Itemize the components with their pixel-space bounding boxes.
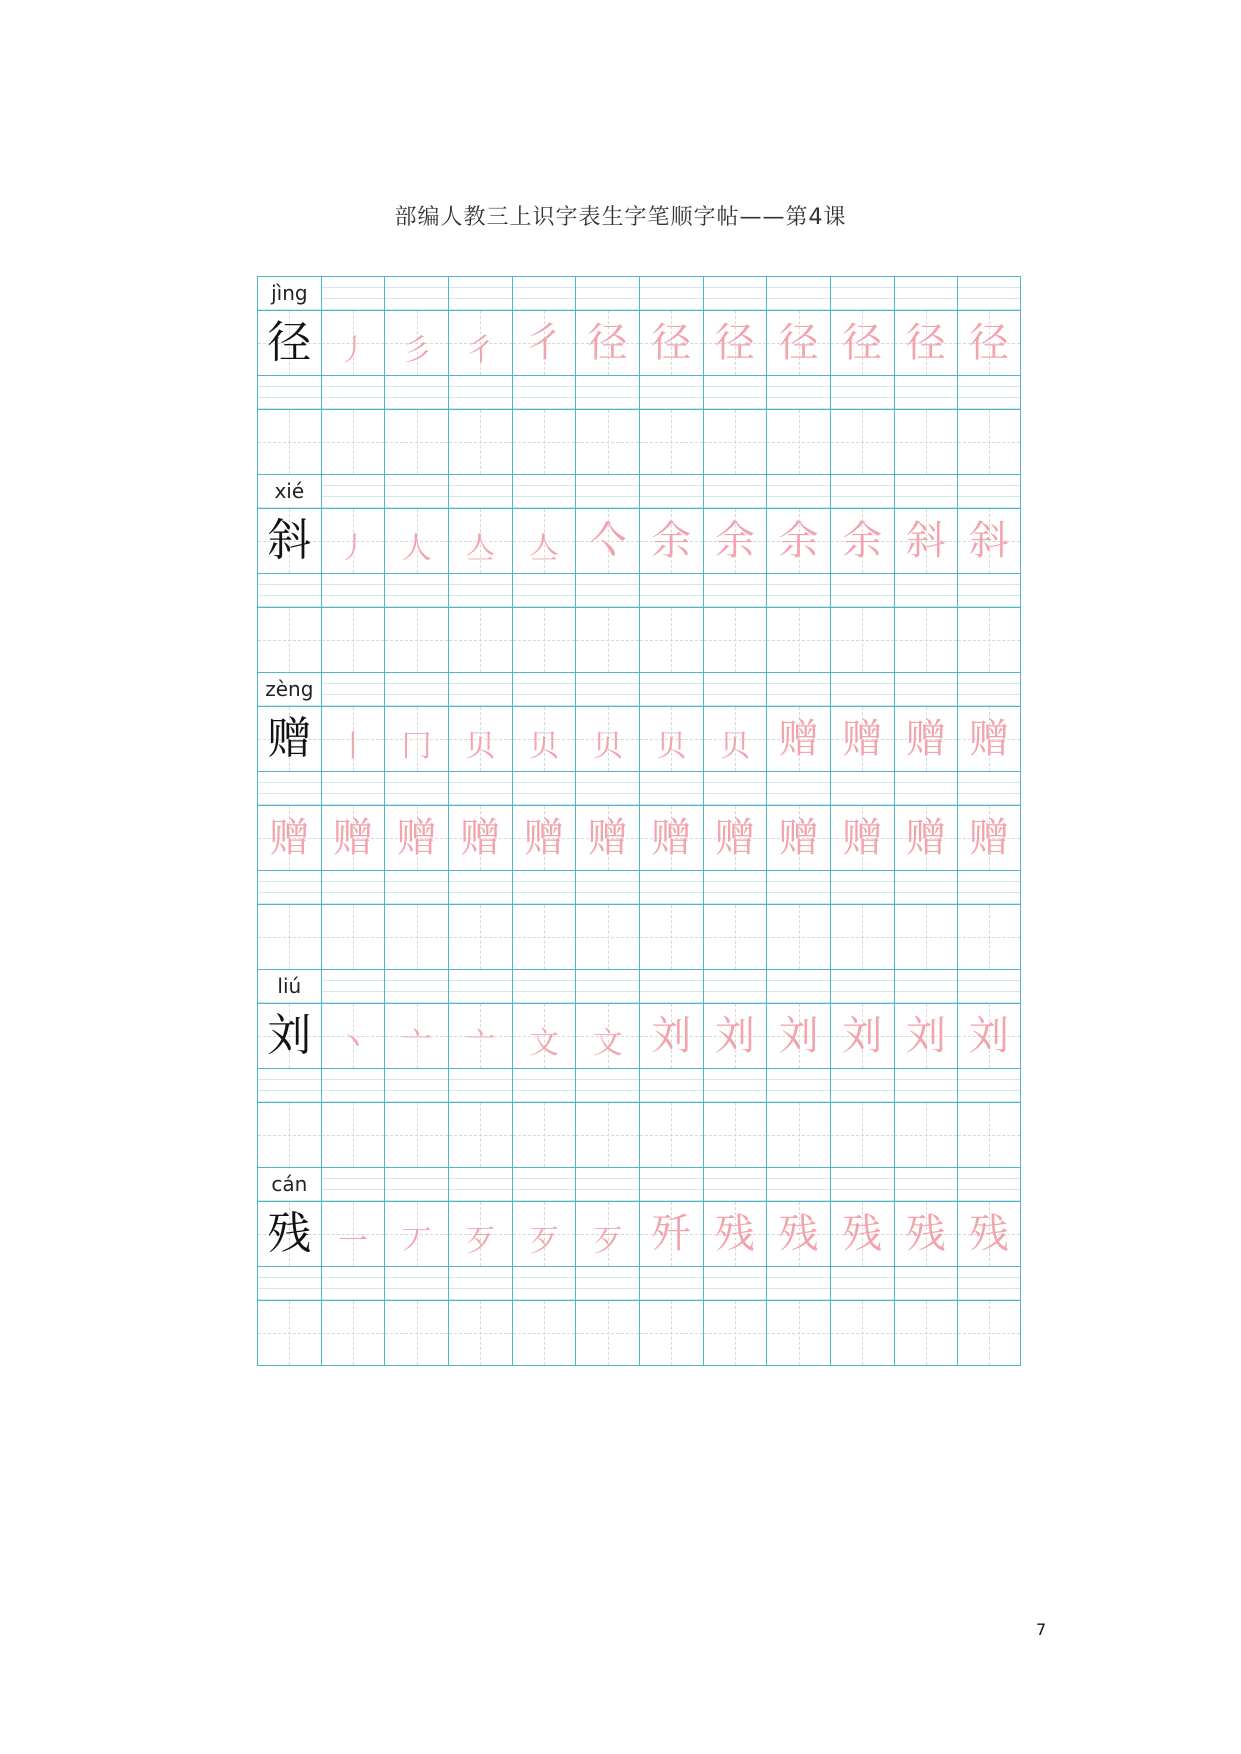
page-number: 7 (1036, 1620, 1047, 1639)
stroke-step: 径 (969, 320, 1010, 366)
stroke-step: 彡 (401, 333, 432, 368)
stroke-step: 赠 (842, 716, 883, 762)
pinyin-row-blank (257, 573, 1021, 607)
stroke-step: 赠 (969, 716, 1010, 762)
stroke-step: 赠 (269, 815, 310, 861)
stroke-step: 丨 (337, 729, 368, 764)
practice-row-blank (257, 1300, 1021, 1365)
stroke-step: 贝 (719, 729, 750, 764)
practice-row-blank (257, 409, 1021, 474)
stroke-step: 歹 (465, 1224, 496, 1259)
stroke-step: 残 (969, 1211, 1010, 1257)
stroke-step: 亠 (465, 1026, 496, 1061)
practice-grid (257, 276, 1021, 1366)
stroke-step: 残 (905, 1211, 946, 1257)
stroke-step: 贝 (656, 729, 687, 764)
stroke-step: 彳 (465, 333, 496, 368)
stroke-order-row (257, 508, 1021, 573)
stroke-step: 赠 (842, 815, 883, 861)
stroke-step: 贝 (592, 729, 623, 764)
character-block (257, 1167, 1021, 1365)
pinyin-label: liú (258, 974, 321, 998)
stroke-step: 冂 (401, 729, 432, 764)
stroke-order-row (257, 1003, 1021, 1068)
stroke-step: 刘 (651, 1013, 692, 1059)
stroke-step: 残 (714, 1211, 755, 1257)
page-title: 部编人教三上识字表生字笔顺字帖——第4课 (394, 205, 847, 230)
stroke-step: 贝 (528, 729, 559, 764)
stroke-step: 赠 (523, 815, 564, 861)
stroke-step: 斜 (969, 518, 1010, 564)
pinyin-row-blank (257, 771, 1021, 805)
stroke-step: 彳 (523, 320, 564, 366)
pinyin-row (257, 672, 1021, 706)
stroke-step: 亠 (401, 1026, 432, 1061)
pinyin-label: xié (258, 479, 321, 503)
stroke-step: 文 (592, 1026, 623, 1061)
stroke-order-row (257, 706, 1021, 771)
stroke-step: 亼 (465, 531, 496, 566)
stroke-step: 歹 (592, 1224, 623, 1259)
stroke-step: 赠 (651, 815, 692, 861)
character-block (257, 276, 1021, 474)
stroke-step: 余 (842, 518, 883, 564)
model-character: 斜 (267, 515, 312, 566)
model-character: 残 (267, 1208, 312, 1259)
stroke-step: 歹 (528, 1224, 559, 1259)
character-block (257, 672, 1021, 969)
stroke-step: 丿 (337, 333, 368, 368)
stroke-step: 余 (714, 518, 755, 564)
stroke-step: 亼 (528, 531, 559, 566)
stroke-order-row-continued (257, 805, 1021, 870)
stroke-step: 刘 (842, 1013, 883, 1059)
stroke-step: 径 (714, 320, 755, 366)
stroke-step: 丶 (337, 1026, 368, 1061)
pinyin-row-blank (257, 1266, 1021, 1300)
stroke-step: 径 (842, 320, 883, 366)
stroke-step: 歼 (651, 1211, 692, 1257)
stroke-order-row (257, 310, 1021, 375)
stroke-step: 余 (778, 518, 819, 564)
stroke-step: 赠 (778, 815, 819, 861)
stroke-step: 丆 (401, 1224, 432, 1259)
model-character: 赠 (267, 713, 312, 764)
model-character: 刘 (267, 1010, 312, 1061)
pinyin-row-blank (257, 1068, 1021, 1102)
stroke-step: 径 (778, 320, 819, 366)
pinyin-row (257, 276, 1021, 310)
pinyin-label: cán (258, 1172, 321, 1196)
stroke-step: 斜 (905, 518, 946, 564)
stroke-step: 一 (337, 1224, 368, 1259)
pinyin-label: zèng (258, 677, 321, 701)
stroke-step: 赠 (460, 815, 501, 861)
character-block (257, 474, 1021, 672)
stroke-step: 人 (401, 531, 432, 566)
pinyin-row-blank (257, 870, 1021, 904)
practice-row-blank (257, 607, 1021, 672)
model-character: 径 (267, 317, 312, 368)
stroke-step: 刘 (714, 1013, 755, 1059)
stroke-step: 贝 (465, 729, 496, 764)
pinyin-row (257, 969, 1021, 1003)
stroke-step: 径 (905, 320, 946, 366)
stroke-step: 余 (651, 518, 692, 564)
stroke-step: 丿 (337, 531, 368, 566)
character-block (257, 969, 1021, 1167)
stroke-step: 赠 (778, 716, 819, 762)
stroke-step: 刘 (778, 1013, 819, 1059)
stroke-step: 径 (651, 320, 692, 366)
stroke-step: 赠 (969, 815, 1010, 861)
stroke-step: 文 (528, 1026, 559, 1061)
grid-bottom-border (257, 1365, 1021, 1366)
stroke-step: 赠 (905, 815, 946, 861)
stroke-order-row (257, 1201, 1021, 1266)
stroke-step: 刘 (905, 1013, 946, 1059)
stroke-step: 赠 (714, 815, 755, 861)
stroke-step: 亽 (587, 518, 628, 564)
stroke-step: 残 (778, 1211, 819, 1257)
pinyin-row (257, 474, 1021, 508)
pinyin-label: jìng (258, 281, 321, 305)
stroke-step: 刘 (969, 1013, 1010, 1059)
stroke-step: 赠 (905, 716, 946, 762)
stroke-step: 赠 (587, 815, 628, 861)
stroke-step: 赠 (332, 815, 373, 861)
pinyin-row (257, 1167, 1021, 1201)
pinyin-row-blank (257, 375, 1021, 409)
stroke-step: 径 (587, 320, 628, 366)
practice-row-blank (257, 904, 1021, 969)
stroke-step: 残 (842, 1211, 883, 1257)
practice-row-blank (257, 1102, 1021, 1167)
stroke-step: 赠 (396, 815, 437, 861)
